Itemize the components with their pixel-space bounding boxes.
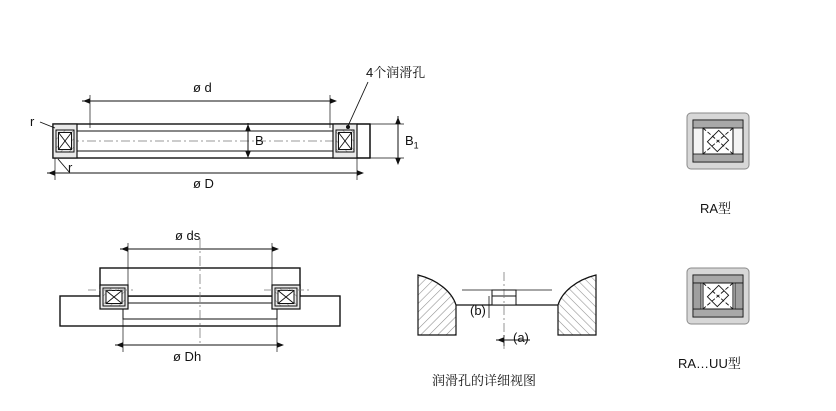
label-B1 <box>405 133 419 151</box>
label-B: B <box>255 133 264 148</box>
label-type-ra: RA型 <box>700 201 732 216</box>
mounting-section-view <box>60 238 340 352</box>
dim-phi-d <box>90 95 330 128</box>
label-type-ra-uu: RA…UU型 <box>678 356 741 371</box>
label-phi-d: ø d <box>193 80 212 95</box>
main-section-view <box>40 82 404 180</box>
label-detail-caption: 润滑孔的详细视图 <box>432 373 537 388</box>
label-detail-a: (a) <box>513 330 529 345</box>
lubrication-hole-detail-view <box>418 272 596 352</box>
label-B1-base: B <box>405 133 414 148</box>
label-phi-ds: ø ds <box>175 228 201 243</box>
label-detail-b: (b) <box>470 303 486 318</box>
label-B1-subscript: 1 <box>413 140 419 151</box>
label-phi-Dh: ø Dh <box>173 349 202 364</box>
label-r-top: r <box>30 114 35 129</box>
left-roller-block <box>53 124 77 158</box>
label-phi-D: ø D <box>193 176 214 191</box>
type-ra-uu-view <box>687 268 749 324</box>
label-r-bottom: r <box>68 160 73 175</box>
label-lubrication-holes: 4个润滑孔 <box>366 65 426 80</box>
dim-B1 <box>370 124 404 158</box>
type-ra-view <box>687 113 749 169</box>
right-roller-block <box>333 124 357 158</box>
